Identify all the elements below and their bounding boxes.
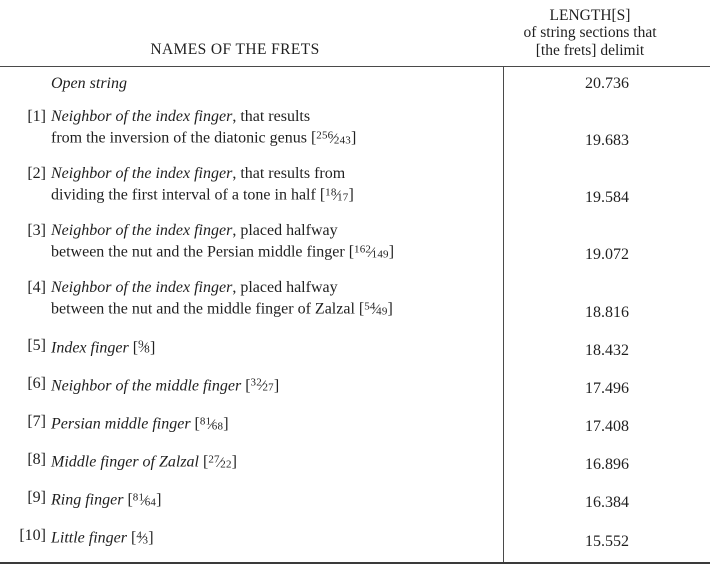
length-value: 15.552 <box>585 532 629 550</box>
table-row <box>0 157 710 214</box>
fraction-numerator: 81 <box>132 491 145 504</box>
fret-name <box>51 107 356 150</box>
table-row <box>0 271 710 328</box>
length-value-cell <box>503 157 710 214</box>
fret-name-roman: , that results <box>232 108 311 125</box>
length-value: 18.816 <box>585 303 629 321</box>
fret-name-cell <box>0 100 503 157</box>
fraction-numerator: 32 <box>250 376 262 389</box>
fret-name-line <box>51 221 394 240</box>
fret-name-roman: [ <box>199 453 209 471</box>
length-value: 17.496 <box>585 379 629 397</box>
fret-name-roman: ] <box>223 415 229 433</box>
fraction-denominator: 64 <box>144 496 157 509</box>
fraction-slash: ⁄ <box>332 130 335 147</box>
fret-name-italic: Neighbor of the index finger <box>51 165 233 183</box>
fret-name-cell <box>0 481 503 519</box>
fraction-denominator: 8 <box>144 343 150 356</box>
fret-name-italic: Little finger <box>51 530 127 548</box>
fret-name-italic: Neighbor of the index finger <box>51 279 233 297</box>
fraction-slash: ⁄ <box>335 187 339 204</box>
fret-name <box>51 164 354 207</box>
length-value-cell <box>503 519 710 561</box>
ratio-fraction <box>138 339 150 356</box>
fret-name-italic: Neighbor of the index finger <box>51 108 233 125</box>
fret-number: [4] <box>27 279 46 297</box>
table-row <box>0 67 710 100</box>
fraction-numerator: 81 <box>199 414 212 427</box>
fraction-numerator: 9 <box>138 338 144 351</box>
length-value: 19.584 <box>585 189 629 207</box>
fret-name <box>51 374 279 398</box>
fret-name-cell <box>0 443 503 481</box>
fraction-slash: ⁄ <box>218 454 222 471</box>
fret-name-line <box>51 107 356 126</box>
fret-name-line <box>51 450 237 474</box>
fret-name-cell <box>0 367 503 405</box>
fraction-slash: ⁄ <box>374 302 378 319</box>
fret-name-italic: Persian middle finger <box>51 415 191 433</box>
length-value: 19.683 <box>585 132 629 150</box>
fraction-numerator: 256 <box>316 129 334 141</box>
fraction-slash: ⁄ <box>143 492 146 509</box>
length-value: 19.072 <box>585 246 629 264</box>
fret-number: [1] <box>27 108 46 125</box>
fret-name-line <box>51 526 154 550</box>
fret-name-roman: ] <box>273 377 280 395</box>
table-row <box>0 100 710 157</box>
fret-name-roman: [ <box>190 415 200 433</box>
fret-name-roman: , placed halfway <box>232 222 338 240</box>
fret-name-roman: ] <box>388 243 395 261</box>
length-value-cell <box>503 329 710 367</box>
column-header-lengths <box>470 7 710 60</box>
fraction-denominator: 243 <box>333 134 351 147</box>
fret-name-roman: ] <box>156 491 162 509</box>
length-value-cell <box>503 100 710 157</box>
fret-name-roman: ] <box>387 301 393 319</box>
fret-name-roman: [ <box>128 339 139 357</box>
ratio-fraction <box>200 416 223 433</box>
ratio-fraction <box>354 244 389 261</box>
fret-number: [9] <box>27 489 46 507</box>
fret-name-line <box>51 297 393 321</box>
fraction-slash: ⁄ <box>370 244 373 261</box>
fret-name-line <box>51 240 394 264</box>
table-row <box>0 443 710 481</box>
fret-number: [2] <box>27 165 46 183</box>
fret-name-line <box>51 126 356 150</box>
fret-number: [7] <box>27 412 46 430</box>
fret-name <box>51 488 161 512</box>
fraction-denominator: 149 <box>371 248 389 261</box>
fret-name-line <box>51 488 161 512</box>
fret-number: [5] <box>27 336 46 354</box>
table-row <box>0 214 710 271</box>
fret-name <box>51 221 394 264</box>
fret-name-roman: from the inversion of the diatonic genus [ <box>51 129 317 147</box>
ratio-fraction <box>136 530 148 547</box>
fret-name-italic: Neighbor of the index finger <box>51 222 233 240</box>
length-value-cell <box>503 271 710 328</box>
length-value: 20.736 <box>585 75 629 92</box>
fret-name-roman: between the nut and the middle finger of Zalzal [ <box>51 301 365 319</box>
fret-name-roman: [ <box>123 491 133 509</box>
length-value: 18.432 <box>585 341 629 359</box>
fret-number <box>0 74 46 93</box>
fret-name-italic: Index finger <box>51 339 129 357</box>
ratio-fraction <box>208 454 231 471</box>
fret-name-line <box>51 412 229 436</box>
fret-name-roman: ] <box>150 339 156 357</box>
length-value: 17.408 <box>585 418 629 436</box>
fraction-slash: ⁄ <box>142 340 146 357</box>
fret-name-roman: between the nut and the Persian middle finger [ <box>51 243 355 261</box>
fret-name-cell <box>0 157 503 214</box>
table-header-row <box>0 0 710 67</box>
fret-name-cell <box>0 67 503 100</box>
table-row <box>0 367 710 405</box>
length-value-cell <box>503 214 710 271</box>
ratio-fraction <box>325 187 348 204</box>
length-value-cell <box>503 367 710 405</box>
ratio-fraction <box>316 130 351 147</box>
fret-name <box>51 412 229 436</box>
fret-name-line <box>51 183 354 207</box>
fret-name-roman: [ <box>241 377 251 395</box>
ratio-fraction <box>133 492 156 509</box>
length-value-cell <box>503 405 710 443</box>
fret-name-cell <box>0 405 503 443</box>
fret-name-roman: ] <box>148 530 154 548</box>
fret-name-italic: Ring finger <box>51 491 124 509</box>
fraction-slash: ⁄ <box>260 378 264 395</box>
fraction-numerator: 18 <box>325 186 337 199</box>
length-value-cell <box>503 443 710 481</box>
fret-name-line <box>51 278 393 297</box>
fret-name-italic: Open string <box>51 75 127 92</box>
fraction-numerator: 162 <box>354 243 372 256</box>
table-row <box>0 519 710 561</box>
fret-name-roman: , that results from <box>232 165 346 183</box>
column-header-fret-names: NAMES OF THE FRETS <box>150 41 320 58</box>
fret-name <box>51 74 127 93</box>
fret-name-cell <box>0 214 503 271</box>
fraction-denominator: 3 <box>142 534 149 547</box>
fret-number: [3] <box>27 222 46 240</box>
fraction-denominator: 22 <box>220 458 232 471</box>
fraction-denominator: 17 <box>337 191 349 204</box>
fret-number: [6] <box>27 374 46 392</box>
fret-name-cell <box>0 519 503 561</box>
fret-name-roman: [ <box>127 530 137 548</box>
fraction-slash: ⁄ <box>141 531 144 548</box>
fraction-numerator: 4 <box>136 529 143 542</box>
fret-name-italic: Neighbor of the middle finger <box>51 377 242 395</box>
length-value-cell <box>503 67 710 100</box>
fret-name <box>51 278 393 321</box>
fraction-denominator: 49 <box>376 305 388 318</box>
fret-number: [10] <box>19 527 46 545</box>
fraction-slash: ⁄ <box>210 416 213 433</box>
fret-name-roman: , placed halfway <box>232 279 338 297</box>
fret-name-line <box>51 74 127 93</box>
fraction-denominator: 68 <box>211 420 224 433</box>
fret-name-line <box>51 336 155 360</box>
table-row <box>0 481 710 519</box>
fret-name-roman: dividing the first interval of a tone in half [ <box>51 186 326 204</box>
column-header-lengths-line-3: [the frets] delimit <box>535 41 645 59</box>
fret-name-cell <box>0 271 503 328</box>
length-value: 16.896 <box>585 456 629 474</box>
length-value: 16.384 <box>585 494 629 512</box>
fret-name-roman: ] <box>348 186 354 204</box>
fret-number: [8] <box>27 451 46 469</box>
ratio-fraction <box>251 377 274 394</box>
column-header-lengths-line-2: of string sections that <box>523 24 657 41</box>
fraction-denominator: 27 <box>262 381 274 394</box>
length-value-cell <box>503 481 710 519</box>
fraction-numerator: 27 <box>208 453 220 466</box>
fret-name-roman: ] <box>351 129 357 147</box>
fret-name-line <box>51 164 354 183</box>
table-row <box>0 405 710 443</box>
table-body <box>0 67 710 564</box>
fraction-numerator: 54 <box>364 300 376 313</box>
fret-name <box>51 336 155 360</box>
fret-name <box>51 526 154 550</box>
ratio-fraction <box>364 301 387 318</box>
fret-name-line <box>51 374 279 398</box>
fret-name-italic: Middle finger of Zalzal <box>51 453 199 471</box>
column-header-lengths-line-1: LENGTH[S] <box>549 6 631 24</box>
fret-name-roman: ] <box>231 453 237 471</box>
fret-name <box>51 450 237 474</box>
fret-name-cell <box>0 329 503 367</box>
table-row <box>0 329 710 367</box>
